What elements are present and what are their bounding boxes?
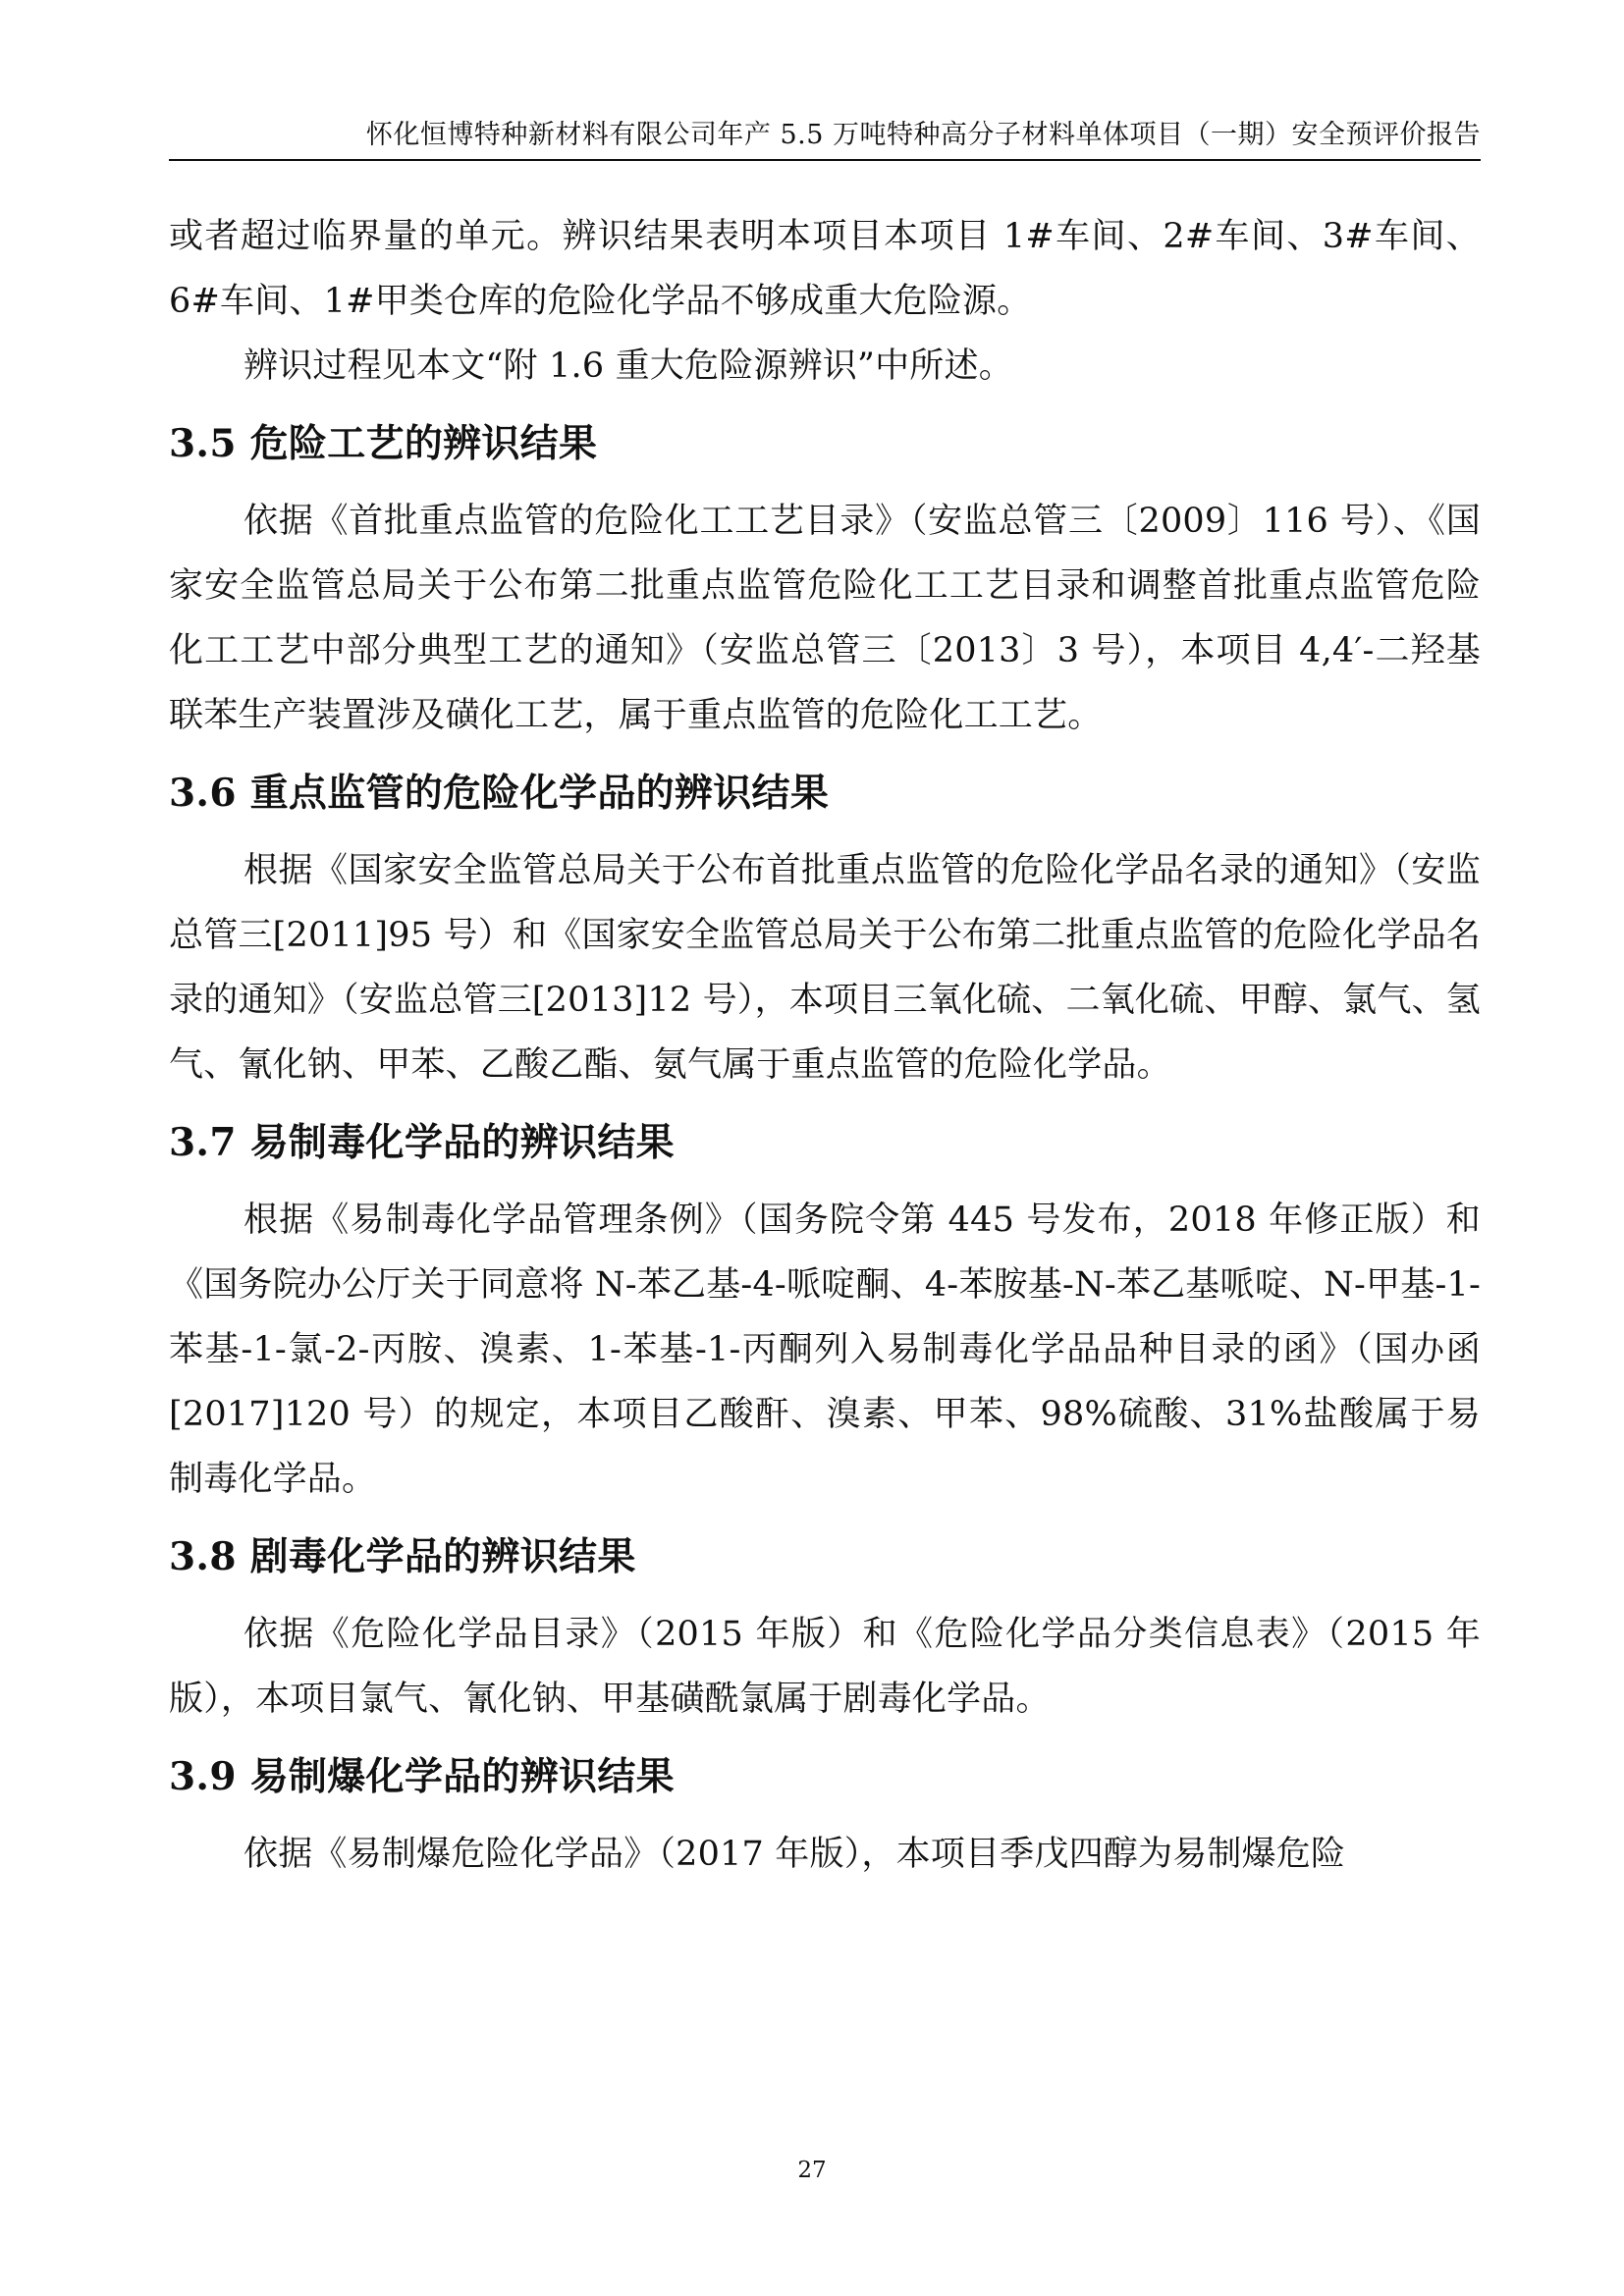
section-body-3-7: 根据《易制毒化学品管理条例》（国务院令第 445 号发布，2018 年修正版）和《国务院办公厅关于同意将 N-苯乙基-4-哌啶酮、4-苯胺基-N-苯乙基哌啶、N-甲基-1-苯基-1-氯-2-丙胺、溴素、1-苯基-1-丙酮列入易制毒化学品品种目录的函》（国办函[2017]120 号）的规定，本项目乙酸酐、溴素、甲苯、98%硫酸、31%盐酸属于易制毒化学品。 [169,1201,1481,1499]
section-body-3-5: 依据《首批重点监管的危险化工工艺目录》（安监总管三〔2009〕116 号）、《国家安全监管总局关于公布第二批重点监管危险化工工艺目录和调整首批重点监管危险化工工艺中部分典型工艺的通知》（安监总管三〔2013〕3 号），本项目 4,4′-二羟基联苯生产装置涉及磺化工艺，属于重点监管的危险化工工艺。 [169,502,1481,735]
section-body-3-6: 根据《国家安全监管总局关于公布首批重点监管的危险化学品名录的通知》（安监总管三[2011]95 号）和《国家安全监管总局关于公布第二批重点监管的危险化学品名录的通知》（安监总管三[2013]12 号），本项目三氧化硫、二氧化硫、甲醇、氯气、氢气、氰化钠、甲苯、乙酸乙酯、氨气属于重点监管的危险化学品。 [169,851,1481,1085]
section-title-3-7: 3.7 易制毒化学品的辨识结果 [169,1120,675,1165]
intro-paragraph-1: 或者超过临界量的单元。辨识结果表明本项目本项目 1#车间、2#车间、3#车间、6#车间、1#甲类仓库的危险化学品不够成重大危险源。 [169,217,1481,321]
section-title-3-6: 3.6 重点监管的危险化学品的辨识结果 [169,771,830,816]
section-title-3-9: 3.9 易制爆化学品的辨识结果 [169,1754,675,1799]
header-title: 怀化恒博特种新材料有限公司年产 5.5 万吨特种高分子材料单体项目（一期）安全预评价报告 [365,120,1481,150]
section-body-3-9: 依据《易制爆危险化学品》（2017 年版），本项目季戊四醇为易制爆危险 [244,1835,1346,1874]
section-title-3-5: 3.5 危险工艺的辨识结果 [169,421,598,466]
document-body [169,204,1481,1887]
section-title-3-8: 3.8 剧毒化学品的辨识结果 [169,1534,636,1579]
page-number: 27 [797,2158,827,2183]
page-header [169,114,1481,161]
section-body-3-8: 依据《危险化学品目录》（2015 年版）和《危险化学品分类信息表》（2015 年版），本项目氯气、氰化钠、甲基磺酰氯属于剧毒化学品。 [169,1615,1481,1719]
intro-paragraph-2: 辨识过程见本文“附 1.6 重大危险源辨识”中所述。 [244,347,1013,386]
